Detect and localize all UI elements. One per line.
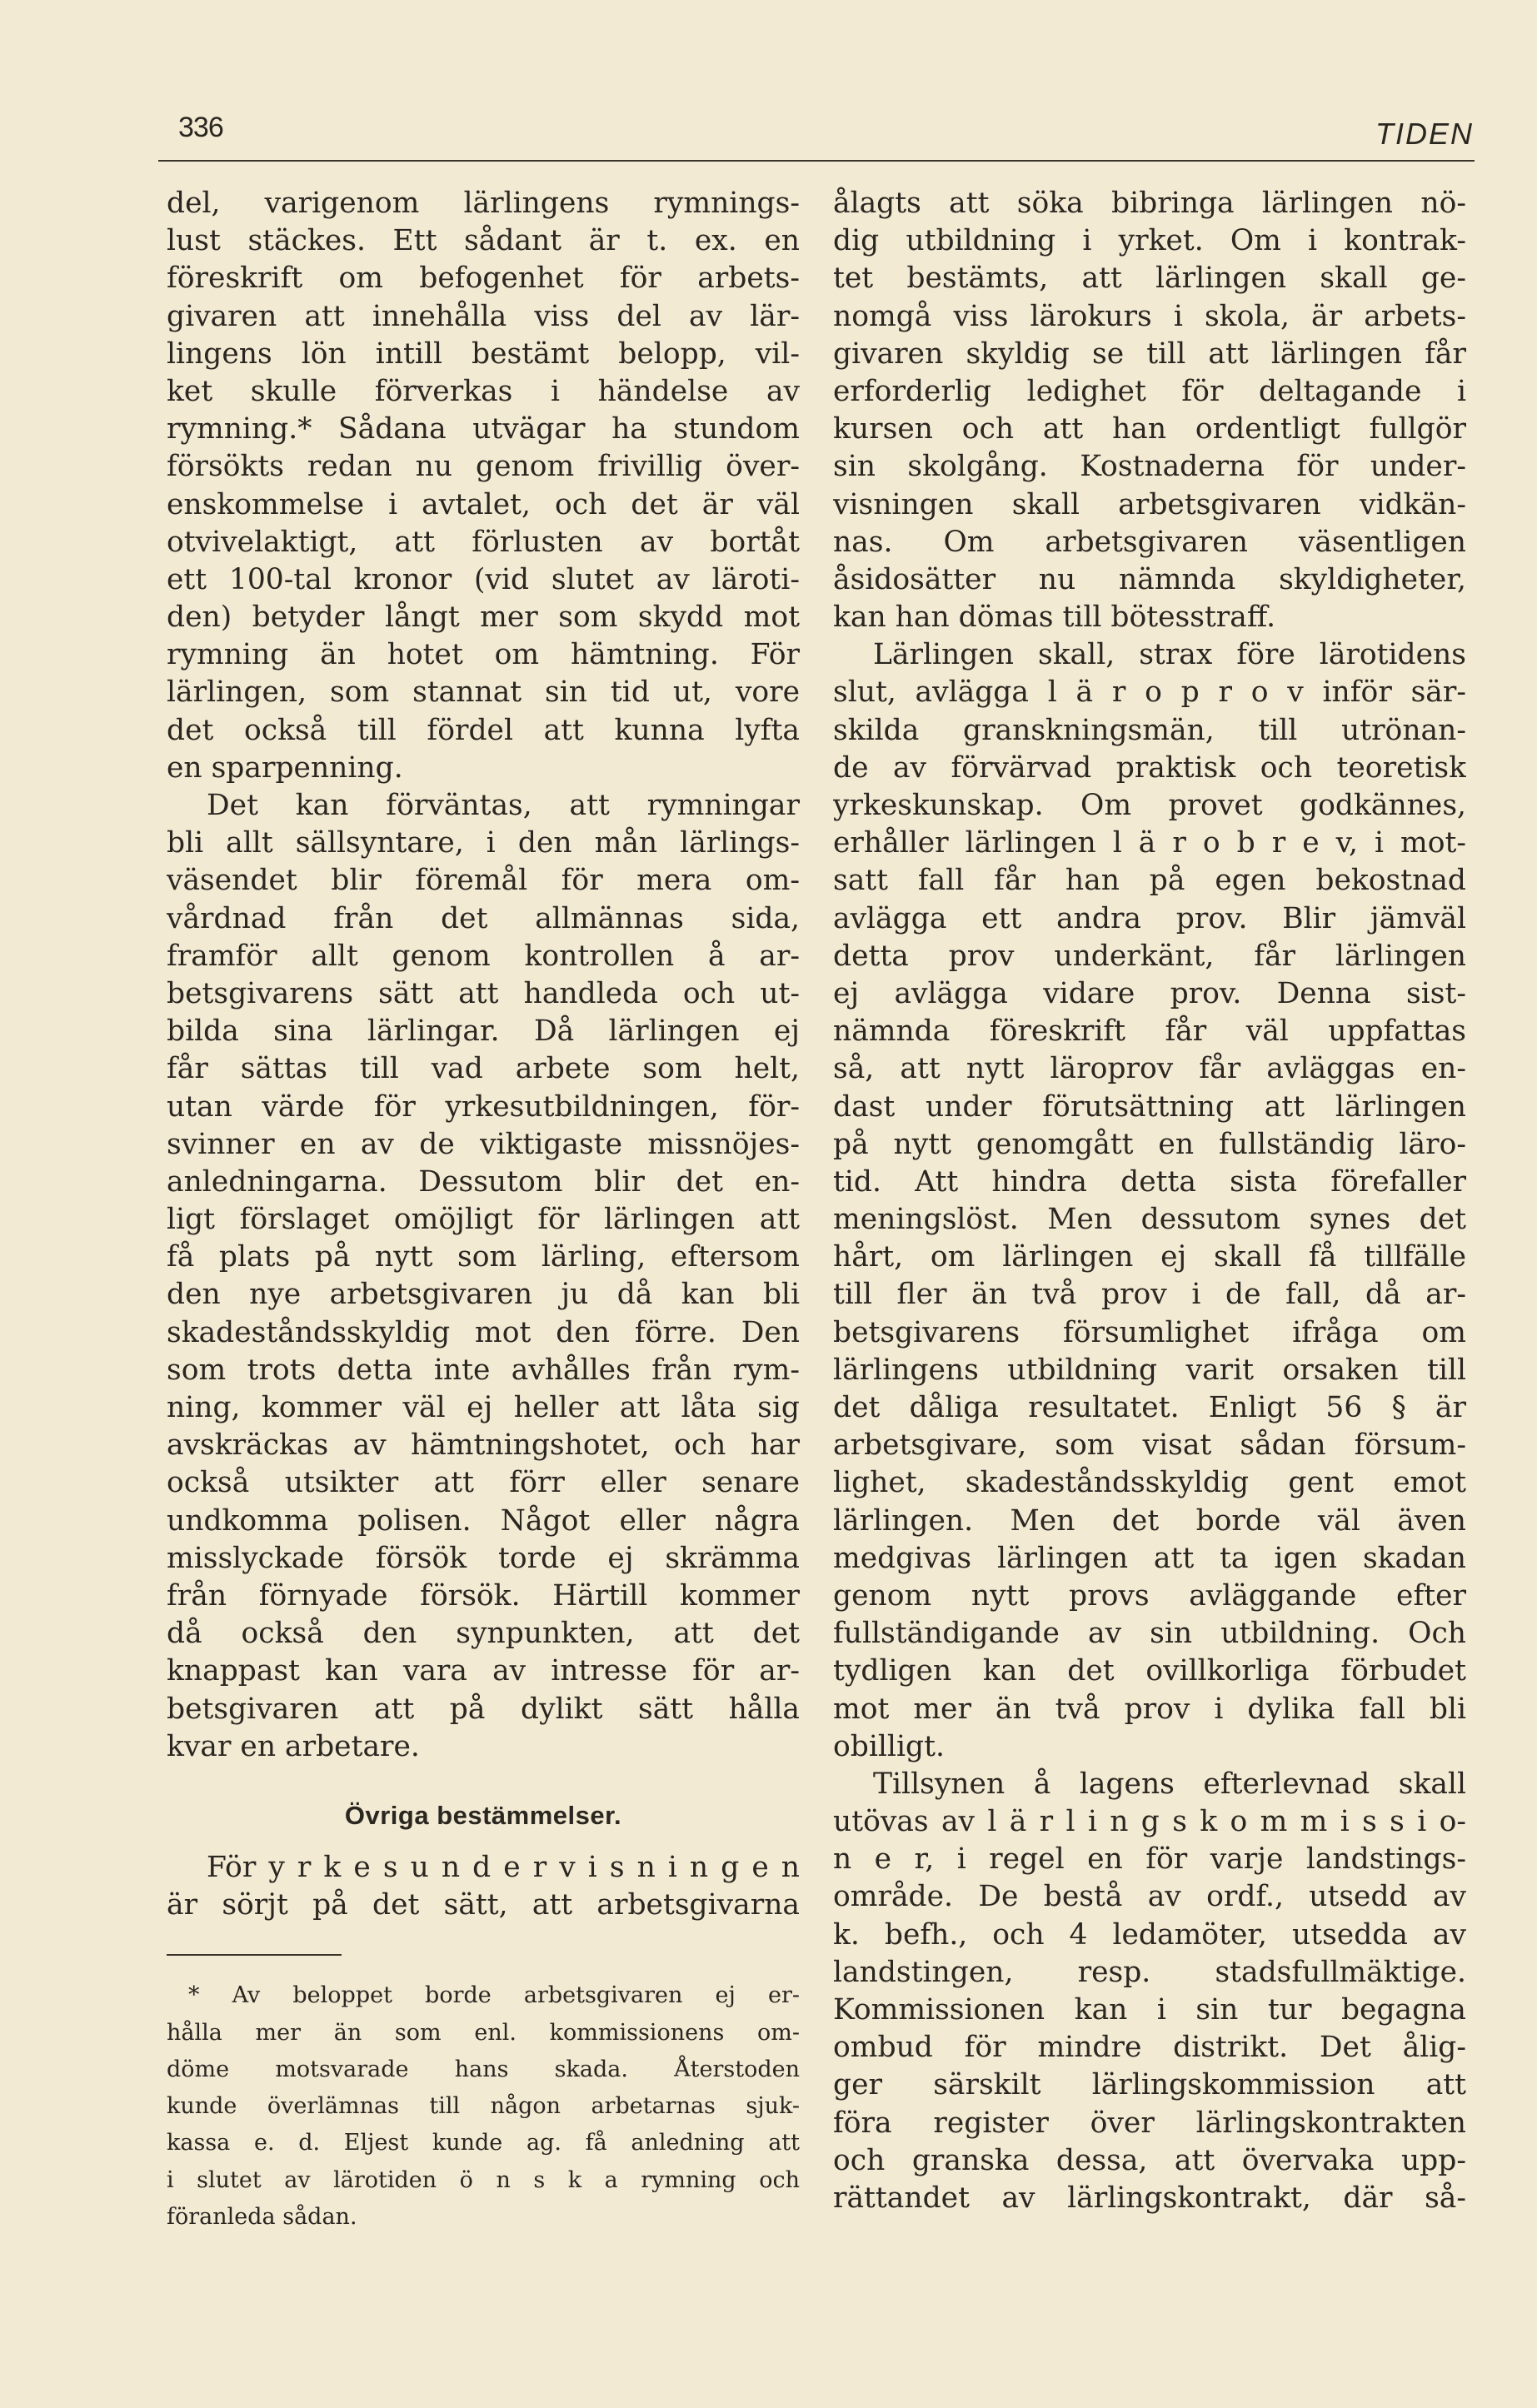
left-column-after-heading bbox=[167, 1849, 800, 1924]
text-line: de av förvärvad praktisk och teoretisk bbox=[833, 750, 1466, 785]
footnote bbox=[167, 1977, 800, 2236]
text-line: tydligen kan det ovillkorliga förbudet bbox=[833, 1654, 1466, 1688]
text-line: mot mer än två prov i dylika fall bli bbox=[833, 1692, 1466, 1726]
text-line: rymning än hotet om hämtning. För bbox=[167, 638, 800, 672]
text-line: svinner en av de viktigaste missnöjes- bbox=[167, 1127, 800, 1161]
text-line: k. befh., och 4 ledamöter, utsedda av bbox=[833, 1917, 1466, 1952]
text-line: Det kan förväntas, att rymningar bbox=[207, 789, 800, 822]
text-line: n e r, i regel en för varje landstings- bbox=[833, 1842, 1466, 1877]
text-line: tet bestämts, att lärlingen skall ge- bbox=[833, 262, 1466, 296]
text-line: misslyckade försök torde ej skrämma bbox=[167, 1541, 800, 1575]
text-line: betsgivarens försumlighet ifråga om bbox=[833, 1315, 1466, 1349]
text-line: ombud för mindre distrikt. Det ålig- bbox=[833, 2031, 1466, 2065]
text-line: kursen och att han ordentligt fullgör bbox=[833, 412, 1466, 446]
text-line: Kommissionen kan i sin tur begagna bbox=[833, 1993, 1466, 2027]
text-line: får sättas till vad arbete som helt, bbox=[167, 1052, 800, 1086]
text-line: ket skulle förverkas i händelse av bbox=[167, 374, 800, 408]
text-line: För y r k e s u n d e r v i s n i n g e n bbox=[207, 1850, 800, 1884]
text-line: dast under förutsättning att lärlingen bbox=[833, 1089, 1466, 1124]
text-line: fullständigande av sin utbildning. Och bbox=[833, 1617, 1466, 1651]
text-line: som trots detta inte avhålles från rym- bbox=[167, 1353, 800, 1387]
text-line: väsendet blir föremål för mera om- bbox=[167, 864, 800, 898]
text-line: otvivelaktigt, att förlusten av bortåt bbox=[167, 525, 800, 559]
text-line: åsidosätter nu nämnda skyldigheter, bbox=[833, 562, 1466, 596]
left-column bbox=[167, 185, 800, 2236]
text-line: givaren skyldig se till att lärlingen får bbox=[833, 337, 1466, 371]
text-line: lingens lön intill bestämt belopp, vil- bbox=[167, 337, 800, 371]
running-head: TIDEN bbox=[1375, 117, 1474, 151]
text-line: meningslöst. Men dessutom synes det bbox=[833, 1203, 1466, 1237]
text-line: kvar en arbetare. bbox=[167, 1729, 420, 1763]
text-line: del, varigenom lärlingens rymnings- bbox=[167, 187, 800, 220]
text-line: erforderlig ledighet för deltagande i bbox=[833, 374, 1466, 408]
text-line: skilda granskningsmän, till utrönan- bbox=[833, 713, 1466, 747]
text-line: få plats på nytt som lärling, eftersom bbox=[167, 1240, 800, 1274]
text-line: betsgivarens sätt att handleda och ut- bbox=[167, 976, 800, 1010]
text-line: enskommelse i avtalet, och det är väl bbox=[167, 487, 800, 521]
text-line: kan han dömas till bötesstraff. bbox=[833, 601, 1276, 635]
text-line: hålla mer än som enl. kommissionens om- bbox=[167, 2019, 800, 2046]
text-line: kunde överlämnas till någon arbetarnas sjuk- bbox=[167, 2093, 800, 2120]
text-line: ligt förslaget omöjligt för lärlingen att bbox=[167, 1203, 800, 1237]
text-line: föranleda sådan. bbox=[167, 2204, 357, 2231]
text-line: yrkeskunskap. Om provet godkännes, bbox=[833, 789, 1466, 822]
text-line: bli allt sällsyntare, i den mån lärlings- bbox=[167, 826, 800, 860]
text-line: arbetsgivare, som visat sådan försum- bbox=[833, 1428, 1466, 1463]
text-line: det dåliga resultatet. Enligt 56 § är bbox=[833, 1391, 1466, 1424]
text-line: föra register över lärlingskontrakten bbox=[833, 2106, 1466, 2140]
text-line: lighet, skadeståndsskyldig gent emot bbox=[833, 1466, 1466, 1500]
text-line: ning, kommer väl ej heller att låta sig bbox=[167, 1391, 800, 1424]
text-line: nas. Om arbetsgivaren väsentligen bbox=[833, 525, 1466, 559]
text-line: rymning.* Sådana utvägar ha stundom bbox=[167, 412, 800, 446]
text-line: Tillsynen å lagens efterlevnad skall bbox=[873, 1767, 1466, 1801]
text-line: försökts redan nu genom frivillig över- bbox=[167, 450, 800, 484]
text-line: vårdnad från det allmännas sida, bbox=[167, 901, 800, 935]
text-line: detta prov underkänt, får lärlingen bbox=[833, 939, 1466, 973]
text-line: framför allt genom kontrollen å ar- bbox=[167, 939, 800, 973]
text-line: visningen skall arbetsgivaren vidkän- bbox=[833, 487, 1466, 521]
text-line: undkomma polisen. Något eller några bbox=[167, 1503, 800, 1538]
page-number: 336 bbox=[178, 112, 223, 143]
text-line: betsgivaren att på dylikt sätt hålla bbox=[167, 1692, 800, 1726]
footnote-rule bbox=[167, 1954, 342, 1956]
text-line: föreskrift om befogenhet för arbets- bbox=[167, 262, 800, 296]
text-line: område. De bestå av ordf., utsedd av bbox=[833, 1880, 1466, 1914]
text-line: ej avlägga vidare prov. Denna sist- bbox=[833, 976, 1466, 1010]
text-line: ålagts att söka bibringa lärlingen nö- bbox=[833, 187, 1466, 220]
text-line: tid. Att hindra detta sista förefaller bbox=[833, 1164, 1466, 1199]
text-line: nämnda föreskrift får väl uppfattas bbox=[833, 1015, 1466, 1049]
text-line: från förnyade försök. Härtill kommer bbox=[167, 1578, 800, 1613]
text-line: erhåller lärlingen l ä r o b r e v, i mot- bbox=[833, 826, 1466, 860]
text-line: avlägga ett andra prov. Blir jämväl bbox=[833, 901, 1466, 935]
text-line: dig utbildning i yrket. Om i kontrak- bbox=[833, 224, 1466, 258]
text-line: döme motsvarade hans skada. Återstoden bbox=[167, 2056, 800, 2082]
text-line: i slutet av lärotiden ö n s k a rymning och bbox=[167, 2166, 800, 2193]
text-line: ett 100-tal kronor (vid slutet av läroti- bbox=[167, 562, 800, 596]
text-line: lärlingen. Men det borde väl även bbox=[833, 1503, 1466, 1538]
section-heading: Övriga bestämmelser. bbox=[344, 1800, 622, 1830]
text-line: den nye arbetsgivaren ju då kan bli bbox=[167, 1278, 800, 1312]
text-line: till fler än två prov i de fall, då ar- bbox=[833, 1278, 1466, 1312]
text-line: medgivas lärlingen att ta igen skadan bbox=[833, 1541, 1466, 1575]
text-line: rättandet av lärlingskontrakt, där så- bbox=[833, 2181, 1466, 2215]
header-rule bbox=[158, 160, 1475, 162]
text-line: på nytt genomgått en fullständig läro- bbox=[833, 1127, 1466, 1161]
text-line: bilda sina lärlingar. Då lärlingen ej bbox=[167, 1015, 800, 1049]
right-column-body bbox=[833, 185, 1466, 2217]
text-line: lust stäckes. Ett sådant är t. ex. en bbox=[167, 224, 800, 258]
text-line: så, att nytt läroprov får avläggas en- bbox=[833, 1052, 1466, 1086]
text-line: Lärlingen skall, strax före lärotidens bbox=[873, 638, 1466, 672]
text-line: satt fall får han på egen bekostnad bbox=[833, 864, 1466, 898]
text-line: den) betyder långt mer som skydd mot bbox=[167, 601, 800, 635]
text-line: också utsikter att förr eller senare bbox=[167, 1466, 800, 1500]
page-header bbox=[158, 105, 1487, 155]
text-line: * Av beloppet borde arbetsgivaren ej er- bbox=[188, 1982, 800, 2009]
left-column-body bbox=[167, 185, 800, 1766]
text-line: lärlingens utbildning varit orsaken till bbox=[833, 1353, 1466, 1387]
text-line: ger särskilt lärlingskommission att bbox=[833, 2068, 1466, 2102]
text-line: hårt, om lärlingen ej skall få tillfälle bbox=[833, 1240, 1466, 1274]
text-line: kassa e. d. Eljest kunde ag. få anledning att bbox=[167, 2130, 800, 2156]
text-line: och granska dessa, att övervaka upp- bbox=[833, 2143, 1466, 2177]
text-line: anledningarna. Dessutom blir det en- bbox=[167, 1164, 800, 1199]
text-line: givaren att innehålla viss del av lär- bbox=[167, 299, 800, 333]
text-line: avskräckas av hämtningshotet, och har bbox=[167, 1428, 800, 1463]
text-line: det också till fördel att kunna lyfta bbox=[167, 713, 800, 747]
text-line: genom nytt provs avläggande efter bbox=[833, 1578, 1466, 1613]
text-line: landstingen, resp. stadsfullmäktige. bbox=[833, 1955, 1466, 1989]
text-line: skadeståndsskyldig mot den förre. Den bbox=[167, 1315, 800, 1349]
text-line: utövas av l ä r l i n g s k o m m i s s i o- bbox=[833, 1805, 1466, 1839]
text-line: då också den synpunkten, att det bbox=[167, 1617, 800, 1651]
text-line: sin skolgång. Kostnaderna för under- bbox=[833, 450, 1466, 484]
text-line: nomgå viss lärokurs i skola, är arbets- bbox=[833, 299, 1466, 333]
text-line: utan värde för yrkesutbildningen, för- bbox=[167, 1089, 800, 1124]
text-line: knappast kan vara av intresse för ar- bbox=[167, 1654, 800, 1688]
text-line: lärlingen, som stannat sin tid ut, vore bbox=[167, 676, 800, 710]
text-line: en sparpenning. bbox=[167, 750, 403, 785]
text-line: obilligt. bbox=[833, 1729, 945, 1763]
text-line: är sörjt på det sätt, att arbetsgivarna bbox=[167, 1888, 800, 1922]
text-line: slut, avlägga l ä r o p r o v inför sär- bbox=[833, 676, 1466, 710]
right-column bbox=[833, 185, 1466, 2217]
